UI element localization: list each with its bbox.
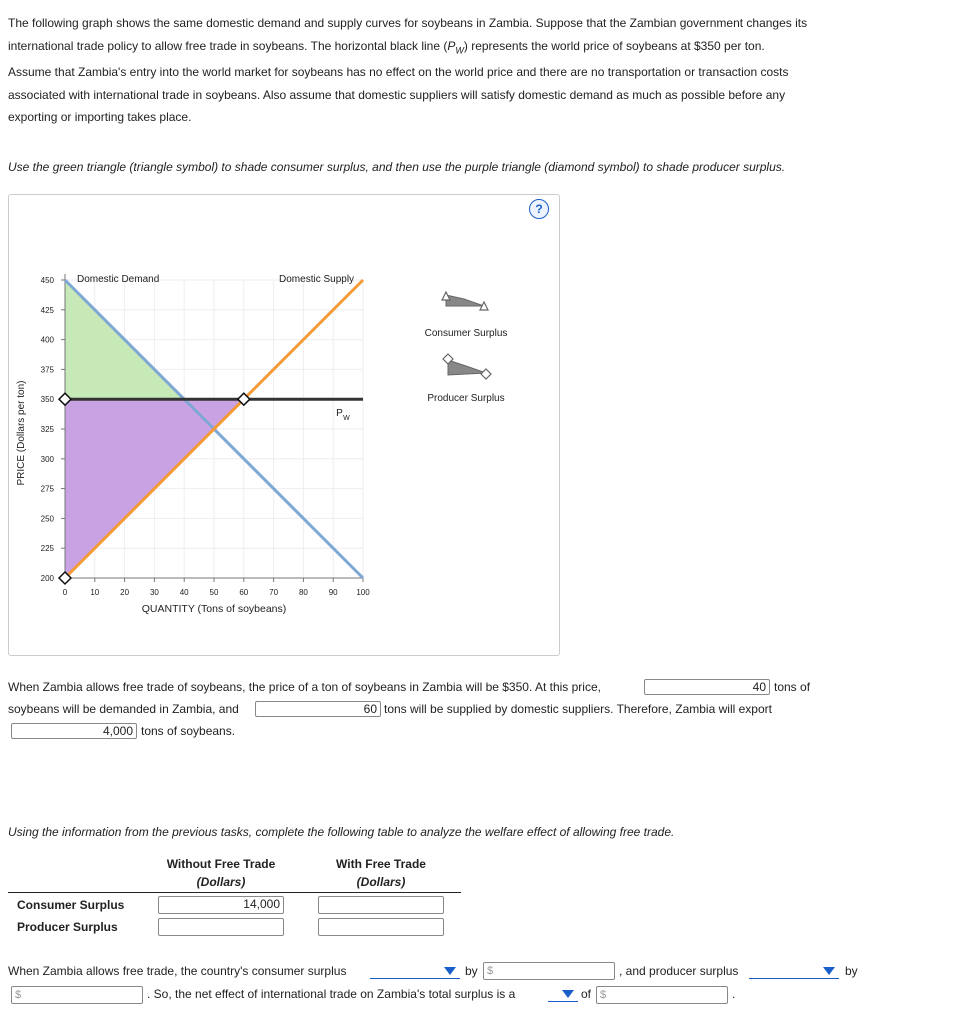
text-period: .	[732, 987, 736, 1001]
y-tick-label: 325	[40, 425, 54, 434]
x-tick-label: 70	[269, 588, 279, 597]
text-by-1: by	[465, 964, 478, 978]
cs-change-amount-input[interactable]: $	[483, 962, 615, 980]
y-tick-label: 300	[40, 454, 54, 464]
x-tick-label: 90	[328, 588, 338, 597]
legend-consumer-surplus-label: Consumer Surplus	[424, 328, 508, 339]
col-without-unit: (Dollars)	[196, 875, 246, 889]
text-supplied: tons will be supplied by domestic suppliers. Therefore, Zambia will export	[384, 702, 772, 716]
y-tick-label: 425	[40, 305, 54, 315]
x-tick-label: 60	[239, 588, 249, 597]
net-effect-dropdown[interactable]	[548, 987, 578, 1002]
supply-curve-label: Domestic Supply	[279, 274, 355, 285]
export-quantity-input[interactable]: 4,000	[11, 723, 137, 739]
legend-producer-surplus-tool[interactable]	[427, 354, 504, 404]
row-consumer-surplus: Consumer Surplus	[17, 898, 125, 912]
quantity-supplied-input[interactable]: 60	[255, 701, 381, 717]
legend-consumer-surplus-tool[interactable]	[425, 292, 508, 339]
intro-line-5: exporting or importing takes place.	[8, 110, 192, 125]
intro-line-4: associated with international trade in soybeans. Also assume that domestic suppliers will satisfy domestic demand as much as possible before any	[8, 87, 786, 102]
intro-line-2: international trade policy to allow free trade in soybeans. The horizontal black line $(P_W)$ represents the world price of soybeans at $350 per ton.	[8, 38, 765, 55]
cs-with-input[interactable]	[318, 896, 444, 914]
col-without-free-trade: Without Free Trade	[166, 857, 276, 871]
net-effect-amount-input[interactable]: $	[596, 986, 728, 1004]
text-of: of	[581, 987, 592, 1001]
conclusion-text-2: , and producer surplus	[619, 964, 739, 978]
x-tick-label: 80	[298, 588, 308, 597]
y-tick-label: 200	[40, 574, 54, 583]
intro-paragraph	[8, 12, 948, 129]
x-tick-label: 40	[179, 588, 189, 597]
quantity-demanded-input[interactable]: 40	[644, 679, 770, 695]
demand-curve-label: Domestic Demand	[77, 274, 160, 285]
conclusion-text-1: When Zambia allows free trade, the country's consumer surplus	[8, 964, 347, 978]
free-trade-text: When Zambia allows free trade of soybeans, the price of a ton of soybeans in Zambia will be $350. At this price,	[8, 680, 601, 694]
y-tick-label: 275	[40, 484, 54, 494]
x-tick-label: 10	[90, 588, 100, 597]
x-axis-label: QUANTITY (Tons of soybeans)	[141, 603, 287, 615]
world-price-label-sub: W	[343, 415, 350, 423]
y-tick-label: 225	[40, 544, 54, 554]
x-tick-label: 20	[120, 588, 130, 597]
chevron-down-icon	[444, 967, 456, 975]
y-tick-label: 400	[40, 335, 54, 345]
cs-change-dropdown[interactable]	[370, 964, 460, 979]
cs-without-input[interactable]: 14,000	[158, 896, 284, 914]
x-tick-label: 50	[209, 588, 219, 597]
text-tons-of: tons of	[774, 680, 811, 694]
ps-change-dropdown[interactable]	[749, 964, 839, 979]
x-tick-label: 30	[149, 588, 159, 597]
world-price-label: P	[336, 408, 343, 420]
x-tick-label: 0	[62, 588, 68, 597]
text-by-2: by	[845, 964, 858, 978]
table-instruction: Using the information from the previous tasks, complete the following table to analyze the welfare effect of allowing free trade.	[8, 825, 675, 839]
ps-change-amount-input[interactable]: $	[11, 986, 143, 1004]
chevron-down-icon	[562, 990, 574, 998]
table-header-rule	[8, 892, 461, 893]
y-axis-label: PRICE (Dollars per ton)	[16, 380, 27, 486]
col-with-free-trade: With Free Trade	[336, 857, 426, 871]
y-tick-label: 450	[40, 276, 54, 285]
graph-instruction: Use the green triangle (triangle symbol) to shade consumer surplus, and then use the purple triangle (diamond symbol) to shade producer surplus.	[8, 160, 786, 174]
y-tick-label: 350	[40, 395, 54, 405]
ps-without-input[interactable]	[158, 918, 284, 936]
intro-line-3: Assume that Zambia's entry into the world market for soybeans has no effect on the world price and there are no transportation or transaction costs	[8, 65, 789, 80]
help-icon[interactable]: ?	[529, 199, 549, 219]
y-tick-label: 250	[40, 514, 54, 524]
row-producer-surplus: Producer Surplus	[17, 920, 118, 934]
text-demanded-zambia: soybeans will be demanded in Zambia, and	[8, 702, 239, 716]
intro-line-1: The following graph shows the same domestic demand and supply curves for soybeans in Zambia. Suppose that the Zambian government changes its	[8, 16, 808, 30]
legend-producer-surplus-label: Producer Surplus	[427, 393, 505, 404]
text-tons-soybeans: tons of soybeans.	[141, 724, 236, 738]
x-tick-label: 100	[356, 588, 370, 597]
conclusion-text-3: . So, the net effect of international trade on Zambia's total surplus is a	[147, 987, 516, 1001]
chevron-down-icon	[823, 967, 835, 975]
col-with-unit: (Dollars)	[356, 875, 406, 889]
ps-with-input[interactable]	[318, 918, 444, 936]
surplus-chart[interactable]	[8, 194, 558, 654]
y-tick-label: 375	[40, 365, 54, 375]
